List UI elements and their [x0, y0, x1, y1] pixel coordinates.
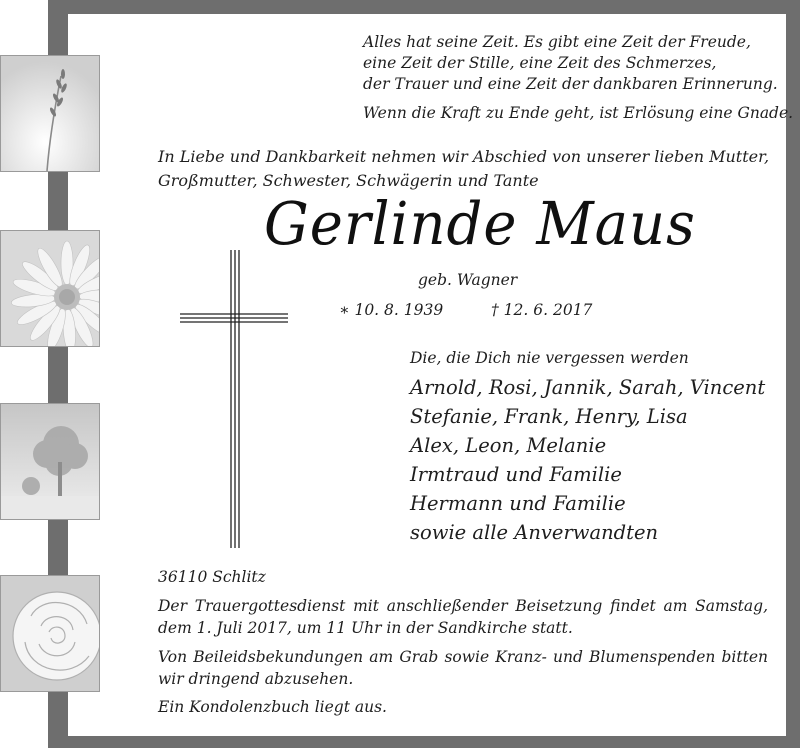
verse-line-3: der Trauer und eine Zeit der dankbaren Erinnerung. [363, 75, 778, 93]
service-line-1: Der Trauergottesdienst mit anschließender Beisetzung findet am Samstag, [158, 597, 768, 615]
rose-image [0, 575, 100, 692]
tree-image [0, 403, 100, 520]
mourner-line-3: Alex, Leon, Melanie [410, 434, 607, 457]
place: 36110 Schlitz [158, 568, 266, 586]
deceased-name: Gerlinde Maus [264, 190, 696, 259]
death-date: † 12. 6. 2017 [491, 301, 593, 319]
flower-image [0, 230, 100, 347]
birth-date: ∗ 10. 8. 1939 [339, 301, 444, 319]
mourner-line-6: sowie alle Anverwandten [410, 521, 659, 544]
condolence-book: Ein Kondolenzbuch liegt aus. [158, 698, 387, 716]
maiden-name: geb. Wagner [418, 271, 518, 289]
condolence-line-1: Von Beileidsbekundungen am Grab sowie Kranz- und Blumenspenden bitten [158, 648, 768, 666]
intro-line-2: Großmutter, Schwester, Schwägerin und Tante [158, 171, 539, 190]
condolence-line-2: wir dringend abzusehen. [158, 670, 354, 688]
verse-line-2: eine Zeit der Stille, eine Zeit des Schmerzes, [363, 54, 717, 72]
verse-closing: Wenn die Kraft zu Ende geht, ist Erlösung eine Gnade. [363, 104, 794, 122]
verse-line-1: Alles hat seine Zeit. Es gibt eine Zeit der Freude, [363, 33, 751, 51]
cross-icon [178, 248, 290, 550]
mourner-line-4: Irmtraud und Familie [410, 463, 622, 486]
mourners-heading: Die, die Dich nie vergessen werden [410, 349, 689, 367]
mourner-line-5: Hermann und Familie [410, 492, 626, 515]
mourner-line-1: Arnold, Rosi, Jannik, Sarah, Vincent [410, 376, 766, 399]
intro-line-1: In Liebe und Dankbarkeit nehmen wir Abschied von unserer lieben Mutter, [158, 147, 770, 166]
service-line-2: dem 1. Juli 2017, um 11 Uhr in der Sandkirche statt. [158, 619, 573, 637]
grass-stalk-image [0, 55, 100, 172]
mourner-line-2: Stefanie, Frank, Henry, Lisa [410, 405, 688, 428]
